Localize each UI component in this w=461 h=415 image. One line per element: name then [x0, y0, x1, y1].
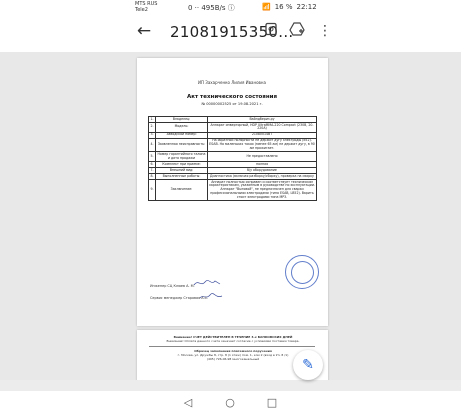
page2-line1: Внимание! СЧЕТ ДЕЙСТВИТЕЛЕН В ТЕЧЕНИЕ 3-х БАНКОВСКИХ ДНЕЙ	[173, 335, 293, 339]
act-table	[148, 116, 317, 201]
row-value: б/у оборудование	[208, 168, 317, 174]
doc-subtitle: № 00000002525 от 19.08.2021 г.	[201, 102, 263, 106]
home-circle-icon[interactable]: ○	[225, 396, 235, 409]
row-value: Аппарат полностью исправен и соответствует техническим характеристикам, указанным в руководстве по эксплуатации. Аппарат "Выговой", не предназначен для сварки профессиональными электродами (типа ESAB, LB52). Варить стоит электродами типа MP3.	[209, 179, 315, 199]
page2-line5: (495) 726-06-98 многоканальный	[206, 357, 260, 361]
table-row	[149, 122, 317, 132]
row-value: Аппарат инверторный, HDP UltraMMA-220 Compact (230В, 20-220А)	[208, 122, 317, 132]
row-number: 8.	[150, 173, 154, 178]
more-icon[interactable]: ⋮	[318, 23, 332, 39]
row-label: Заводской номер:	[156, 132, 208, 138]
edit-pencil-icon[interactable]: ✎	[293, 350, 323, 380]
add-to-drive-icon[interactable]	[288, 22, 306, 40]
status-bar	[0, 0, 461, 14]
open-with-icon[interactable]	[262, 22, 280, 40]
signature-engineer: Инженер СЦ Клюев А. М.	[150, 284, 195, 288]
recents-square-icon[interactable]: □	[266, 396, 278, 409]
system-nav-bar	[0, 391, 461, 415]
row-value: На обратной полярности не держит дугу электроды (d52). ESAB. На маленьких токах (менее 65 ам) не держит дугу, в 90 ам прожигает.	[209, 138, 315, 150]
row-label: Заявленная неисправность:	[156, 138, 208, 152]
page2-line4: г. Москва, ул. Дружбы 8, стр. 8 (1 этаж) пом. 1, ком 2 (вход в Ул. 8 /1)	[177, 353, 289, 357]
signature-mark	[193, 278, 221, 288]
table-row	[149, 138, 317, 152]
row-number: 4.	[149, 138, 156, 152]
row-label: Выполненные работы:	[156, 174, 208, 180]
row-number: 1.	[150, 116, 154, 121]
row-value: Диагностика (включая разборку/сборку), проверка на сварку	[208, 174, 317, 180]
back-arrow-icon[interactable]: ←	[136, 21, 152, 41]
signature-manager: Сервис менеджер Старовая А.С.	[150, 296, 209, 300]
row-number: 9.	[149, 180, 156, 201]
carrier-info	[135, 1, 157, 13]
row-label: Владелец:	[156, 117, 208, 123]
row-value: полная	[208, 162, 317, 168]
row-number: 2.	[149, 122, 156, 132]
table-row	[149, 152, 317, 162]
battery-level: 16 %	[274, 3, 293, 11]
row-value: Не предоставлено	[208, 152, 317, 162]
page2-line3: Образец заполнения платежного поручения	[194, 349, 272, 353]
wifi-icon: 📶	[262, 3, 271, 11]
stamp-seal	[285, 255, 319, 289]
row-label: Номер гарантийного талона и дата продажи	[156, 152, 208, 162]
app-bar	[0, 14, 461, 52]
row-label: Комплект при приеме:	[156, 162, 208, 168]
network-speed: 0 ·· 495B/s ⓘ	[188, 4, 235, 12]
row-number: 6.	[150, 161, 154, 166]
row-value: Вайлдбериз.ру	[208, 117, 317, 123]
row-number: 5.	[149, 152, 156, 162]
row-value: 21080014ВТ	[208, 132, 317, 138]
doc-title: Акт технического состояния	[186, 94, 278, 100]
carrier-line2: Tele2	[135, 7, 148, 13]
carrier-line1: MTS RUS	[135, 1, 158, 7]
table-row	[149, 180, 317, 201]
back-triangle-icon[interactable]: ◁	[183, 396, 193, 409]
row-label: Модель:	[156, 122, 208, 132]
doc-header: ИП Захарченко Лилия Ивановна	[198, 80, 266, 85]
page2-line2: Внимание! Оплата данного счета означает согласие с условиями поставки товара.	[166, 339, 300, 343]
clock: 22:12	[296, 3, 317, 11]
file-title: 21081915350...	[170, 23, 294, 41]
document-page-1	[137, 58, 328, 326]
row-number: 7.	[150, 167, 154, 172]
status-right	[262, 3, 317, 11]
row-number: 3.	[150, 132, 154, 137]
row-label: Внешний вид:	[156, 168, 208, 174]
row-label: Заключение:	[156, 180, 208, 201]
divider	[149, 346, 315, 347]
document-viewer[interactable]	[0, 52, 461, 380]
